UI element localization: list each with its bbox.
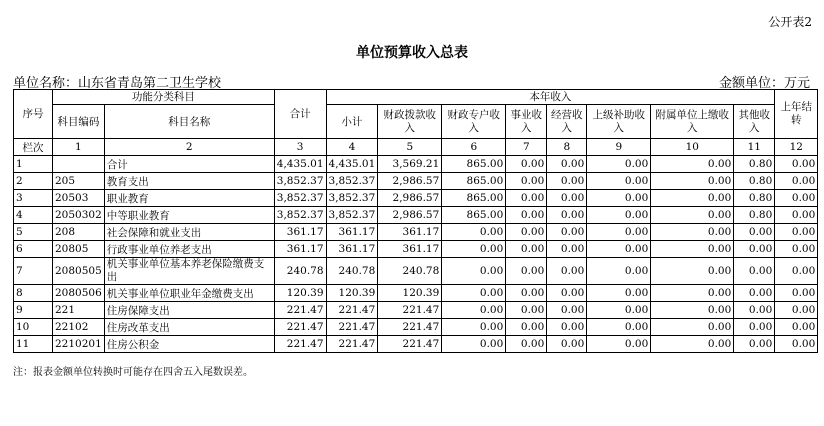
other-cell: 0.80 (734, 190, 775, 207)
col-income-group: 本年收入 (326, 90, 775, 105)
subtotal-cell: 221.47 (326, 319, 378, 336)
other-cell: 0.00 (734, 302, 775, 319)
operating-cell: 0.00 (547, 207, 587, 224)
affiliated-cell: 0.00 (651, 173, 734, 190)
col-business: 事业收入 (506, 105, 547, 139)
operating-cell: 0.00 (547, 190, 587, 207)
table-row (14, 224, 818, 241)
budget-income-table (13, 89, 818, 353)
code-cell: 2210201 (53, 336, 105, 353)
fiscal-special-cell: 865.00 (442, 156, 506, 173)
fiscal-special-cell: 0.00 (442, 302, 506, 319)
carryover-cell: 0.00 (775, 285, 818, 302)
carryover-cell: 0.00 (775, 258, 818, 285)
subtotal-cell: 361.17 (326, 241, 378, 258)
col-code: 科目编码 (53, 105, 105, 139)
carryover-cell: 0.00 (775, 302, 818, 319)
subtotal-cell: 361.17 (326, 224, 378, 241)
page-title: 单位预算收入总表 (356, 45, 468, 61)
total-cell: 4,435.01 (274, 156, 326, 173)
fiscal-special-cell: 865.00 (442, 207, 506, 224)
upper-subsidy-cell: 0.00 (587, 285, 651, 302)
operating-cell: 0.00 (547, 302, 587, 319)
seq-cell: 9 (14, 302, 53, 319)
total-cell: 120.39 (274, 285, 326, 302)
index-cell: 8 (547, 139, 587, 156)
fiscal-cell: 120.39 (378, 285, 442, 302)
fiscal-cell: 240.78 (378, 258, 442, 285)
carryover-cell: 0.00 (775, 224, 818, 241)
fiscal-cell: 2,986.57 (378, 173, 442, 190)
fiscal-special-cell: 0.00 (442, 285, 506, 302)
affiliated-cell: 0.00 (651, 190, 734, 207)
col-operating: 经营收入 (547, 105, 587, 139)
fiscal-cell: 2,986.57 (378, 207, 442, 224)
business-cell: 0.00 (506, 336, 547, 353)
subtotal-cell: 120.39 (326, 285, 378, 302)
seq-cell: 7 (14, 258, 53, 285)
other-cell: 0.00 (734, 258, 775, 285)
name-cell: 机关事业单位职业年金缴费支出 (104, 285, 274, 302)
fiscal-cell: 221.47 (378, 319, 442, 336)
table-row (14, 241, 818, 258)
business-cell: 0.00 (506, 156, 547, 173)
operating-cell: 0.00 (547, 241, 587, 258)
operating-cell: 0.00 (547, 336, 587, 353)
upper-subsidy-cell: 0.00 (587, 258, 651, 285)
subtotal-cell: 4,435.01 (326, 156, 378, 173)
total-cell: 3,852.37 (274, 190, 326, 207)
carryover-cell: 0.00 (775, 207, 818, 224)
name-cell: 住房公积金 (104, 336, 274, 353)
operating-cell: 0.00 (547, 156, 587, 173)
subtotal-cell: 3,852.37 (326, 190, 378, 207)
affiliated-cell: 0.00 (651, 258, 734, 285)
name-cell: 教育支出 (104, 173, 274, 190)
carryover-cell: 0.00 (775, 156, 818, 173)
col-fiscal-special: 财政专户收入 (442, 105, 506, 139)
seq-cell: 2 (14, 173, 53, 190)
code-cell (53, 156, 105, 173)
other-cell: 0.00 (734, 224, 775, 241)
subtotal-cell: 221.47 (326, 336, 378, 353)
col-fiscal: 财政拨款收入 (378, 105, 442, 139)
seq-cell: 4 (14, 207, 53, 224)
col-carryover: 上年结转 (775, 90, 818, 139)
affiliated-cell: 0.00 (651, 302, 734, 319)
total-cell: 3,852.37 (274, 173, 326, 190)
business-cell: 0.00 (506, 207, 547, 224)
table-row (14, 156, 818, 173)
other-cell: 0.00 (734, 241, 775, 258)
index-cell: 4 (326, 139, 378, 156)
carryover-cell: 0.00 (775, 319, 818, 336)
index-cell: 11 (734, 139, 775, 156)
seq-cell: 1 (14, 156, 53, 173)
total-cell: 361.17 (274, 241, 326, 258)
table-row (14, 258, 818, 285)
col-affiliated: 附属单位上缴收入 (651, 105, 734, 139)
fiscal-cell: 221.47 (378, 302, 442, 319)
total-cell: 221.47 (274, 302, 326, 319)
col-subtotal: 小计 (326, 105, 378, 139)
code-cell: 208 (53, 224, 105, 241)
index-cell: 9 (587, 139, 651, 156)
subtotal-cell: 240.78 (326, 258, 378, 285)
index-row (14, 139, 818, 156)
code-cell: 205 (53, 173, 105, 190)
seq-cell: 6 (14, 241, 53, 258)
upper-subsidy-cell: 0.00 (587, 302, 651, 319)
business-cell: 0.00 (506, 241, 547, 258)
amount-unit-label: 金额单位：万元 (718, 76, 810, 91)
business-cell: 0.00 (506, 319, 547, 336)
index-cell: 7 (506, 139, 547, 156)
business-cell: 0.00 (506, 258, 547, 285)
other-cell: 0.00 (734, 336, 775, 353)
total-cell: 3,852.37 (274, 207, 326, 224)
total-cell: 240.78 (274, 258, 326, 285)
name-cell: 机关事业单位基本养老保险缴费支出 (104, 258, 274, 285)
other-cell: 0.80 (734, 207, 775, 224)
name-cell: 社会保障和就业支出 (104, 224, 274, 241)
upper-subsidy-cell: 0.00 (587, 190, 651, 207)
fiscal-special-cell: 0.00 (442, 241, 506, 258)
business-cell: 0.00 (506, 190, 547, 207)
business-cell: 0.00 (506, 224, 547, 241)
index-cell: 5 (378, 139, 442, 156)
carryover-cell: 0.00 (775, 241, 818, 258)
affiliated-cell: 0.00 (651, 156, 734, 173)
fiscal-special-cell: 0.00 (442, 336, 506, 353)
fiscal-special-cell: 0.00 (442, 258, 506, 285)
col-total: 合计 (274, 90, 326, 139)
code-cell: 22102 (53, 319, 105, 336)
operating-cell: 0.00 (547, 285, 587, 302)
upper-subsidy-cell: 0.00 (587, 156, 651, 173)
total-cell: 221.47 (274, 336, 326, 353)
fiscal-special-cell: 0.00 (442, 319, 506, 336)
affiliated-cell: 0.00 (651, 285, 734, 302)
business-cell: 0.00 (506, 302, 547, 319)
fiscal-special-cell: 865.00 (442, 173, 506, 190)
index-cell: 1 (53, 139, 105, 156)
code-cell: 20805 (53, 241, 105, 258)
code-cell: 2080505 (53, 258, 105, 285)
fiscal-cell: 221.47 (378, 336, 442, 353)
carryover-cell: 0.00 (775, 173, 818, 190)
upper-subsidy-cell: 0.00 (587, 336, 651, 353)
footnote: 注：报表金额单位转换时可能存在四舍五入尾数误差。 (13, 367, 253, 378)
name-cell: 住房保障支出 (104, 302, 274, 319)
other-cell: 0.80 (734, 156, 775, 173)
affiliated-cell: 0.00 (651, 241, 734, 258)
carryover-cell: 0.00 (775, 336, 818, 353)
fiscal-special-cell: 865.00 (442, 190, 506, 207)
name-cell: 中等职业教育 (104, 207, 274, 224)
index-cell: 6 (442, 139, 506, 156)
unit-name-label: 单位名称：山东省青岛第二卫生学校 (13, 76, 222, 91)
operating-cell: 0.00 (547, 258, 587, 285)
upper-subsidy-cell: 0.00 (587, 207, 651, 224)
fiscal-special-cell: 0.00 (442, 224, 506, 241)
code-cell: 2050302 (53, 207, 105, 224)
operating-cell: 0.00 (547, 173, 587, 190)
seq-cell: 11 (14, 336, 53, 353)
seq-cell: 8 (14, 285, 53, 302)
other-cell: 0.00 (734, 285, 775, 302)
code-cell: 221 (53, 302, 105, 319)
code-cell: 20503 (53, 190, 105, 207)
table-row (14, 207, 818, 224)
col-func-group: 功能分类科目 (53, 90, 275, 105)
name-cell: 合计 (104, 156, 274, 173)
operating-cell: 0.00 (547, 319, 587, 336)
col-seq: 序号 (14, 90, 53, 139)
subtotal-cell: 221.47 (326, 302, 378, 319)
table-row (14, 336, 818, 353)
name-cell: 职业教育 (104, 190, 274, 207)
upper-subsidy-cell: 0.00 (587, 241, 651, 258)
index-cell: 12 (775, 139, 818, 156)
subtotal-cell: 3,852.37 (326, 173, 378, 190)
total-cell: 361.17 (274, 224, 326, 241)
affiliated-cell: 0.00 (651, 224, 734, 241)
table-row (14, 190, 818, 207)
name-cell: 行政事业单位养老支出 (104, 241, 274, 258)
subtotal-cell: 3,852.37 (326, 207, 378, 224)
seq-cell: 5 (14, 224, 53, 241)
other-cell: 0.80 (734, 173, 775, 190)
table-tag: 公开表2 (768, 15, 812, 29)
col-name: 科目名称 (104, 105, 274, 139)
col-upper-subsidy: 上级补助收入 (587, 105, 651, 139)
carryover-cell: 0.00 (775, 190, 818, 207)
index-cell: 3 (274, 139, 326, 156)
fiscal-cell: 361.17 (378, 241, 442, 258)
code-cell: 2080506 (53, 285, 105, 302)
seq-cell: 3 (14, 190, 53, 207)
table-row (14, 302, 818, 319)
total-cell: 221.47 (274, 319, 326, 336)
index-cell: 2 (104, 139, 274, 156)
fiscal-cell: 361.17 (378, 224, 442, 241)
other-cell: 0.00 (734, 319, 775, 336)
col-other: 其他收入 (734, 105, 775, 139)
fiscal-cell: 2,986.57 (378, 190, 442, 207)
seq-cell: 10 (14, 319, 53, 336)
table-row (14, 319, 818, 336)
fiscal-cell: 3,569.21 (378, 156, 442, 173)
name-cell: 住房改革支出 (104, 319, 274, 336)
upper-subsidy-cell: 0.00 (587, 224, 651, 241)
upper-subsidy-cell: 0.00 (587, 319, 651, 336)
affiliated-cell: 0.00 (651, 207, 734, 224)
operating-cell: 0.00 (547, 224, 587, 241)
table-row (14, 285, 818, 302)
business-cell: 0.00 (506, 173, 547, 190)
affiliated-cell: 0.00 (651, 336, 734, 353)
affiliated-cell: 0.00 (651, 319, 734, 336)
upper-subsidy-cell: 0.00 (587, 173, 651, 190)
index-cell: 10 (651, 139, 734, 156)
business-cell: 0.00 (506, 285, 547, 302)
table-row (14, 173, 818, 190)
index-cell: 栏次 (14, 139, 53, 156)
